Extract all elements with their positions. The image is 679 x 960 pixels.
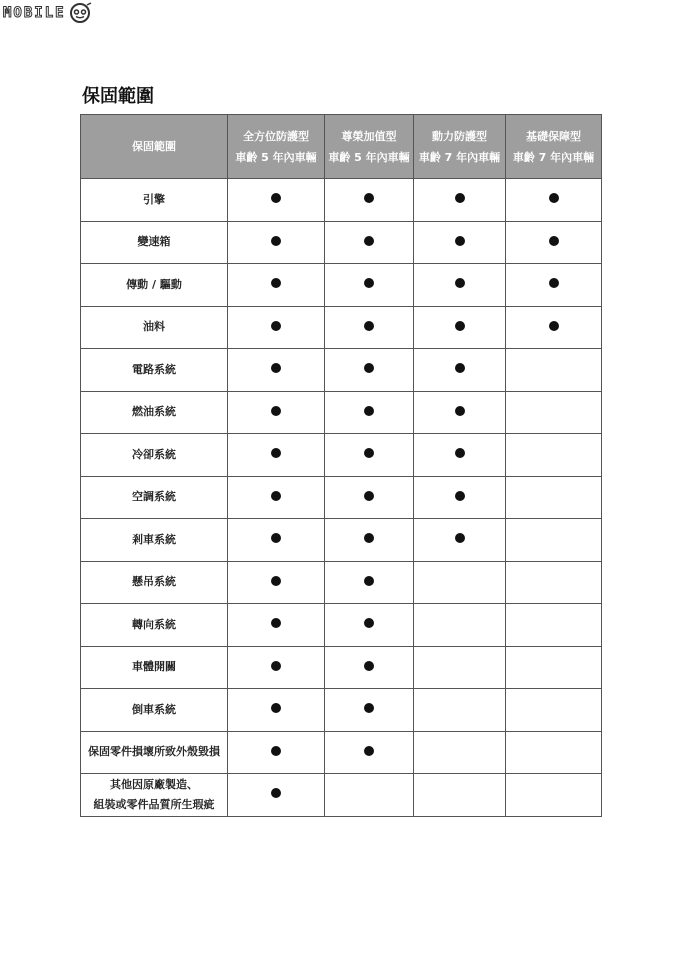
- header-plan: [506, 115, 602, 179]
- coverage-cell: [414, 306, 506, 349]
- covered-dot-icon: [455, 533, 465, 543]
- coverage-item-label: 電路系統: [132, 362, 176, 376]
- coverage-item-label: 空調系統: [132, 490, 176, 504]
- coverage-item: [81, 306, 228, 349]
- covered-dot-icon: [364, 746, 374, 756]
- coverage-cell: [325, 264, 414, 307]
- plan-term: 車齡 7 年內車輛: [418, 150, 501, 164]
- coverage-item: [81, 646, 228, 689]
- coverage-item: [81, 264, 228, 307]
- coverage-cell: [414, 646, 506, 689]
- covered-dot-icon: [549, 236, 559, 246]
- coverage-cell: [228, 391, 325, 434]
- plan-name: 尊榮加值型: [341, 129, 397, 143]
- table-header-row: [81, 115, 602, 179]
- covered-dot-icon: [271, 533, 281, 543]
- covered-dot-icon: [271, 321, 281, 331]
- coverage-item-label: 剎車系統: [132, 532, 176, 546]
- covered-dot-icon: [271, 406, 281, 416]
- coverage-cell: [414, 774, 506, 817]
- coverage-table: [80, 114, 602, 817]
- header-plan: [228, 115, 325, 179]
- coverage-cell: [414, 434, 506, 477]
- coverage-cell: [414, 731, 506, 774]
- coverage-cell: [325, 561, 414, 604]
- covered-dot-icon: [455, 236, 465, 246]
- covered-dot-icon: [271, 661, 281, 671]
- plan-term: 車齡 5 年內車輛: [328, 150, 410, 164]
- covered-dot-icon: [271, 788, 281, 798]
- table-row: [81, 306, 602, 349]
- covered-dot-icon: [364, 491, 374, 501]
- coverage-item-label: 燃油系統: [132, 405, 176, 419]
- coverage-cell: [506, 306, 602, 349]
- header-plan: [414, 115, 506, 179]
- coverage-cell: [228, 264, 325, 307]
- covered-dot-icon: [364, 576, 374, 586]
- covered-dot-icon: [455, 363, 465, 373]
- covered-dot-icon: [271, 618, 281, 628]
- coverage-cell: [506, 179, 602, 222]
- coverage-cell: [414, 519, 506, 562]
- covered-dot-icon: [549, 321, 559, 331]
- plan-name: 全方位防護型: [243, 129, 309, 143]
- covered-dot-icon: [271, 236, 281, 246]
- covered-dot-icon: [364, 703, 374, 713]
- coverage-item-label: 倒車系統: [132, 702, 176, 716]
- coverage-cell: [325, 179, 414, 222]
- logo-text: MOBILE: [3, 5, 66, 21]
- table-row: [81, 349, 602, 392]
- coverage-cell: [414, 476, 506, 519]
- coverage-item: [81, 179, 228, 222]
- coverage-cell: [506, 264, 602, 307]
- covered-dot-icon: [455, 448, 465, 458]
- coverage-cell: [506, 774, 602, 817]
- coverage-cell: [325, 604, 414, 647]
- coverage-item: [81, 476, 228, 519]
- coverage-item: [81, 561, 228, 604]
- covered-dot-icon: [455, 321, 465, 331]
- coverage-cell: [325, 391, 414, 434]
- covered-dot-icon: [549, 278, 559, 288]
- coverage-cell: [325, 519, 414, 562]
- coverage-cell: [506, 689, 602, 732]
- plan-name: 動力防護型: [432, 129, 487, 143]
- covered-dot-icon: [364, 321, 374, 331]
- coverage-cell: [506, 349, 602, 392]
- coverage-cell: [325, 476, 414, 519]
- coverage-item: [81, 349, 228, 392]
- covered-dot-icon: [549, 193, 559, 203]
- coverage-cell: [228, 349, 325, 392]
- covered-dot-icon: [364, 236, 374, 246]
- coverage-item-label: 變速箱: [137, 235, 171, 249]
- coverage-item: [81, 604, 228, 647]
- coverage-cell: [414, 391, 506, 434]
- coverage-cell: [506, 731, 602, 774]
- covered-dot-icon: [364, 278, 374, 288]
- covered-dot-icon: [271, 491, 281, 501]
- covered-dot-icon: [271, 746, 281, 756]
- coverage-cell: [325, 774, 414, 817]
- table-row: [81, 264, 602, 307]
- table-row: [81, 476, 602, 519]
- coverage-cell: [325, 731, 414, 774]
- covered-dot-icon: [364, 448, 374, 458]
- covered-dot-icon: [455, 406, 465, 416]
- table-row: [81, 561, 602, 604]
- coverage-item: [81, 221, 228, 264]
- coverage-cell: [325, 689, 414, 732]
- coverage-item: [81, 519, 228, 562]
- covered-dot-icon: [364, 406, 374, 416]
- coverage-cell: [506, 561, 602, 604]
- covered-dot-icon: [455, 278, 465, 288]
- covered-dot-icon: [364, 193, 374, 203]
- coverage-cell: [414, 179, 506, 222]
- coverage-item: [81, 731, 228, 774]
- logo-face-icon: [67, 2, 93, 24]
- coverage-item-label: 其他因原廠製造、: [110, 777, 198, 791]
- coverage-item-label: 引擎: [143, 192, 165, 206]
- coverage-cell: [228, 604, 325, 647]
- table-row: [81, 646, 602, 689]
- coverage-cell: [506, 434, 602, 477]
- coverage-cell: [414, 689, 506, 732]
- coverage-cell: [228, 731, 325, 774]
- coverage-cell: [414, 561, 506, 604]
- coverage-cell: [325, 646, 414, 689]
- coverage-cell: [228, 306, 325, 349]
- coverage-item-label: 保固零件損壞所致外殼毀損: [88, 745, 220, 759]
- covered-dot-icon: [455, 491, 465, 501]
- coverage-item: [81, 391, 228, 434]
- coverage-cell: [228, 646, 325, 689]
- table-row: [81, 391, 602, 434]
- plan-term: 車齡 7 年內車輛: [512, 150, 595, 164]
- coverage-cell: [228, 221, 325, 264]
- header-plan: [325, 115, 414, 179]
- plan-name: 基礎保障型: [526, 129, 581, 143]
- table-row: [81, 434, 602, 477]
- coverage-item-label: 懸吊系統: [132, 575, 176, 589]
- table-row: [81, 774, 602, 817]
- coverage-item-label: 傳動 / 驅動: [126, 277, 182, 291]
- coverage-item-label: 油料: [143, 320, 165, 334]
- mobile01-logo[interactable]: [3, 2, 93, 24]
- coverage-cell: [506, 604, 602, 647]
- coverage-item-label: 轉向系統: [132, 617, 176, 631]
- coverage-item-label: 組裝或零件品質所生瑕疵: [93, 797, 215, 811]
- coverage-item-label: 車體開關: [132, 660, 176, 674]
- table-row: [81, 689, 602, 732]
- coverage-cell: [506, 476, 602, 519]
- coverage-cell: [228, 689, 325, 732]
- coverage-cell: [228, 774, 325, 817]
- coverage-table-body: [81, 179, 602, 817]
- coverage-cell: [414, 349, 506, 392]
- coverage-cell: [414, 264, 506, 307]
- coverage-cell: [414, 604, 506, 647]
- covered-dot-icon: [271, 363, 281, 373]
- coverage-cell: [414, 221, 506, 264]
- covered-dot-icon: [364, 618, 374, 628]
- covered-dot-icon: [364, 363, 374, 373]
- covered-dot-icon: [364, 661, 374, 671]
- coverage-cell: [325, 221, 414, 264]
- coverage-cell: [228, 434, 325, 477]
- coverage-item-label: 冷卻系統: [132, 447, 176, 461]
- table-row: [81, 731, 602, 774]
- covered-dot-icon: [364, 533, 374, 543]
- coverage-cell: [506, 221, 602, 264]
- coverage-cell: [228, 519, 325, 562]
- header-coverage-scope: 保固範圍: [81, 115, 228, 179]
- table-row: [81, 221, 602, 264]
- coverage-item: [81, 689, 228, 732]
- coverage-item: [81, 774, 228, 817]
- coverage-cell: [325, 306, 414, 349]
- coverage-cell: [506, 391, 602, 434]
- coverage-cell: [228, 476, 325, 519]
- coverage-cell: [228, 561, 325, 604]
- plan-term: 車齡 5 年內車輛: [235, 150, 317, 164]
- table-row: [81, 519, 602, 562]
- covered-dot-icon: [271, 576, 281, 586]
- covered-dot-icon: [271, 448, 281, 458]
- coverage-cell: [325, 434, 414, 477]
- covered-dot-icon: [455, 193, 465, 203]
- covered-dot-icon: [271, 278, 281, 288]
- page-title: 保固範圍: [82, 86, 154, 107]
- table-row: [81, 604, 602, 647]
- table-row: [81, 179, 602, 222]
- covered-dot-icon: [271, 193, 281, 203]
- coverage-cell: [506, 646, 602, 689]
- coverage-item: [81, 434, 228, 477]
- coverage-cell: [325, 349, 414, 392]
- covered-dot-icon: [271, 703, 281, 713]
- coverage-cell: [506, 519, 602, 562]
- coverage-cell: [228, 179, 325, 222]
